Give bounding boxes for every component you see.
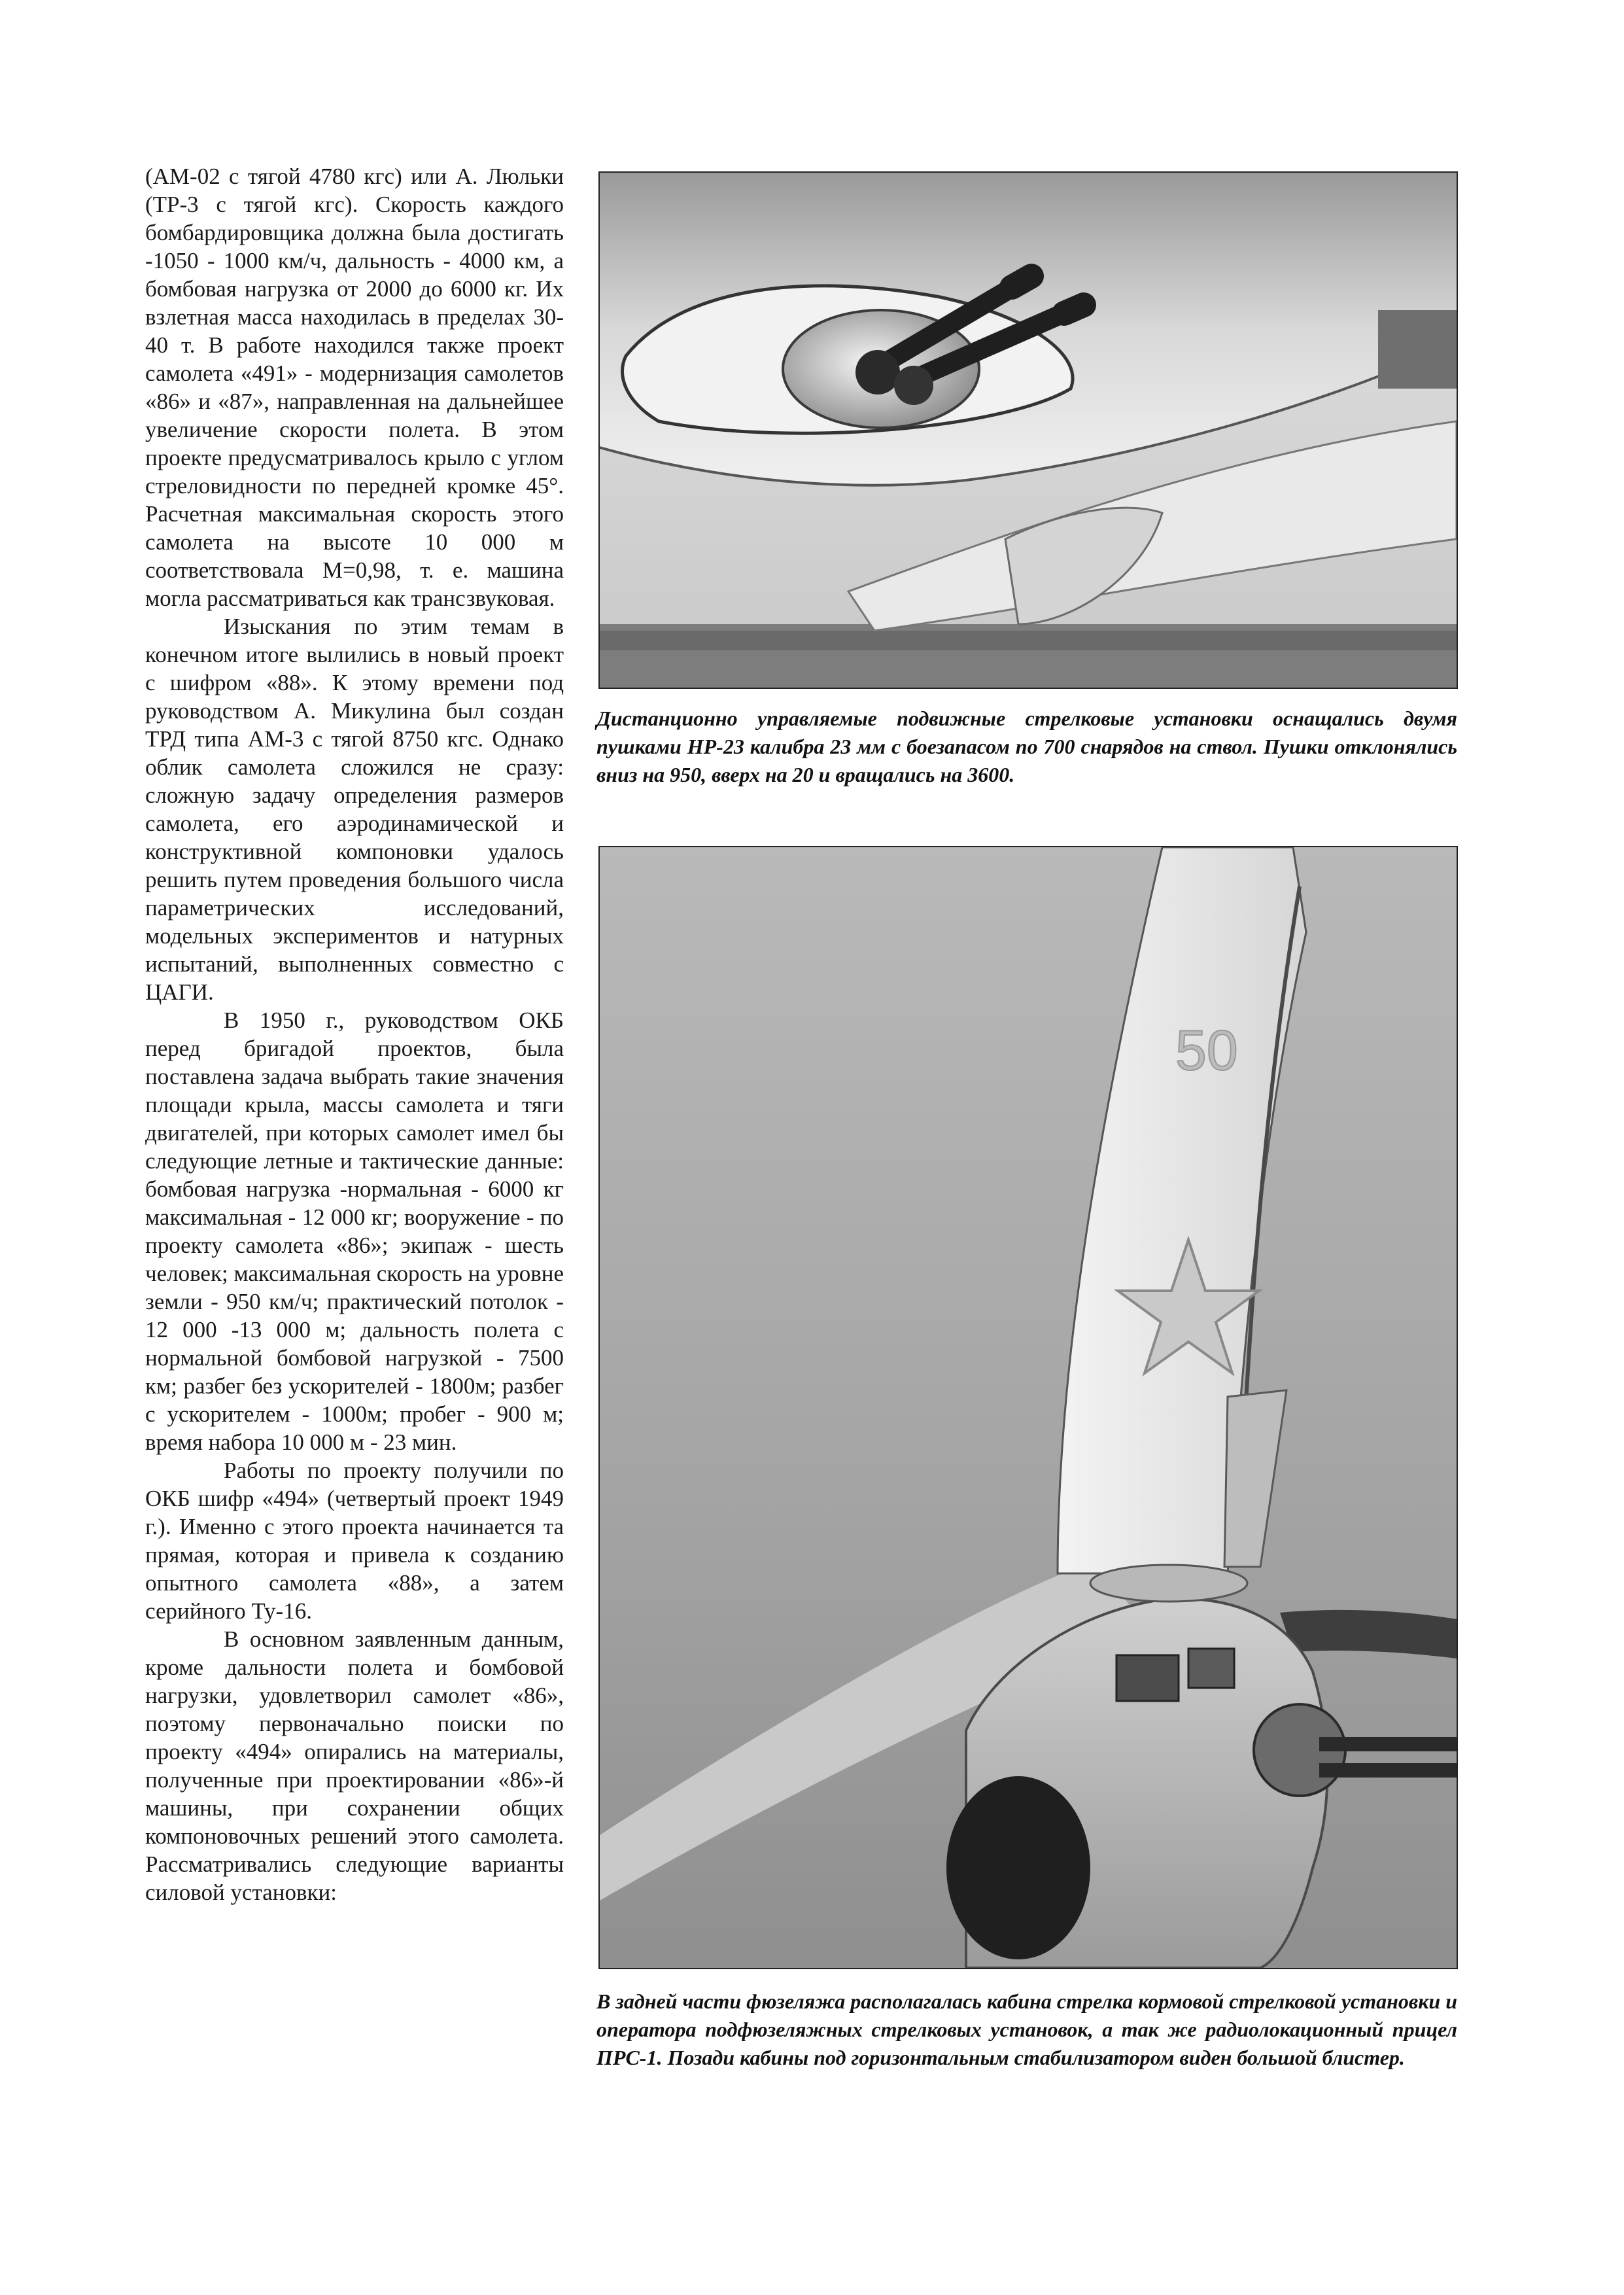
body-text-column	[145, 162, 564, 1906]
paragraph-3: В 1950 г., руководством ОКБ перед бригадой проектов, была поставлена задача выбрать такие значения площади крыла, массы самолета и тяги двигателей, при которых самолет имел бы следующие летные и тактические данные: бомбовая нагрузка -нормальная - 6000 кг максимальная - 12 000 кг; вооружение - по проекту самолета «86»; экипаж - шесть человек; максимальная скорость на уровне земли - 950 км/ч; практический потолок - 12 000 -13 000 м; дальность полета с нормальной бомбовой нагрузкой - 7500 км; разбег без ускорителей - 1800м; разбег с ускорителем - 1000м; пробег - 900 м; время набора 10 000 м - 23 мин.	[145, 1007, 564, 1455]
paragraph-2: Изыскания по этим темам в конечном итоге вылились в новый проект с шифром «88». К этому времени под руководством А. Микулина был создан ТРД типа АМ-3 с тягой 8750 кгс. Однако облик самолета сложился не сразу: сложную задачу определения размеров самолета, его аэродинамической и конструктивной компоновки удалось решить путем проведения большого числа параметрических исследований, модельных экспериментов и натурных испытаний, выполненных совместно с ЦАГИ.	[145, 614, 564, 1005]
paragraph-4: Работы по проекту получили по ОКБ шифр «494» (четвертый проект 1949 г.). Именно с этого проекта начинается та прямая, которая и привела к созданию опытного самолета «88», а затем серийного Ту-16.	[145, 1458, 564, 1624]
turret-photo-image	[600, 173, 1457, 688]
tail-photo	[598, 846, 1458, 1969]
tail-number: 50	[1175, 1019, 1238, 1082]
turret-photo-caption: Дистанционно управляемые подвижные стрелковые установки оснащались двумя пушками НР-23 калибра 23 мм с боезапасом по 700 снарядов на ствол. Пушки отклонялись вниз на 950, вверх на 20 и вращались на 3600.	[596, 707, 1457, 786]
paragraph-5: В основном заявленным данным, кроме дальности полета и бомбовой нагрузки, удовлетворил самолет «86», поэтому первоначально поиски по проекту «494» опирались на материалы, полученные при проектировании «86»-й машины, при сохранении общих компоновочных решений этого самолета. Рассматривались следующие варианты силовой установки:	[145, 1626, 564, 1905]
turret-photo	[598, 171, 1458, 689]
tail-photo-caption: В задней части фюзеляжа располагалась кабина стрелка кормовой стрелковой установки и оператора подфюзеляжных стрелковых установок, а так же радиолокационный прицел ПРС-1. Позади кабины под горизонтальным стабилизатором виден большой блистер.	[596, 1989, 1458, 2069]
paragraph-1: (АМ-02 с тягой 4780 кгс) или А. Люльки (ТР-3 с тягой кгс). Скорость каждого бомбардировщика должна была достигать -1050 - 1000 км/ч, дальность - 4000 км, а бомбовая нагрузка от 2000 до 6000 кг. Их взлетная масса находилась в пределах 30-40 т. В работе находился также проект самолета «491» - модернизация самолетов «86» и «87», направленная на дальнейшее увеличение скорости полета. В этом проекте предусматривалось крыло с углом стреловидности по передней кромке 45°. Расчетная максимальная скорость этого самолета на высоте 10 000 м соответствовала М=0,98, т. е. машина могла рассматриваться как трансзвуковая.	[145, 164, 564, 611]
tail-photo-image	[600, 847, 1457, 1968]
